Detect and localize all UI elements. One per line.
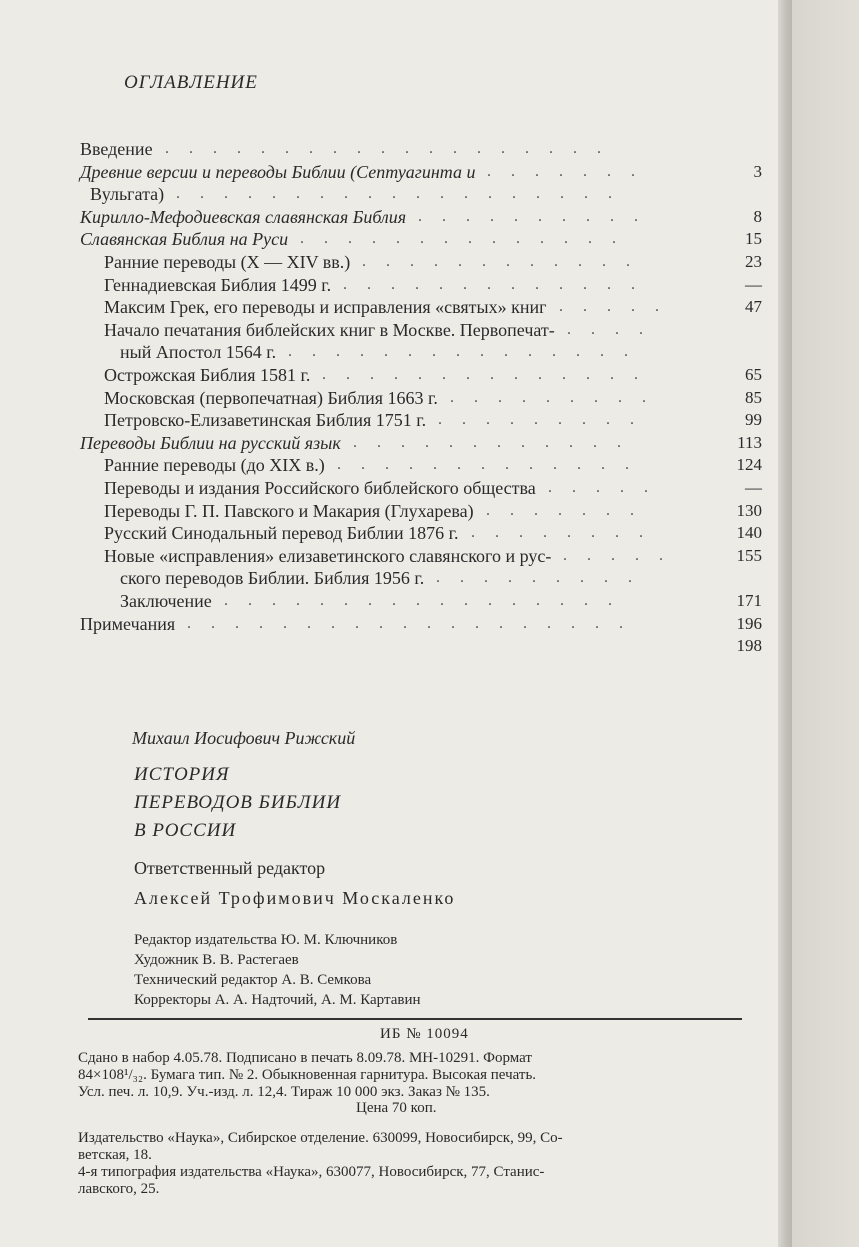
toc-row: [0, 161, 770, 185]
toc-page-number: 171: [736, 591, 762, 610]
ib-number: ИБ № 10094: [380, 1026, 469, 1042]
toc-leader-dots: ...................: [165, 140, 621, 157]
print-detail-line: Сдано в набор 4.05.78. Подписано в печать 8.09.78. МН-10291. Формат: [78, 1050, 532, 1066]
toc-page-number: 85: [745, 387, 762, 407]
toc-page-number: 130: [736, 500, 762, 520]
toc-heading: ОГЛАВЛЕНИЕ: [124, 72, 258, 93]
toc-page-number: 99: [745, 410, 762, 430]
toc-row: [0, 432, 770, 456]
toc-entry-title: ный Апостол 1564 г.: [120, 342, 277, 363]
toc-entry-title: Петровско-Елизаветинская Библия 1751 г.: [104, 410, 427, 431]
toc-page-number: 8: [753, 206, 762, 226]
toc-row: [0, 319, 770, 343]
staff-line: Редактор издательства Ю. М. Ключников: [134, 932, 398, 948]
author-name: Михаил Иосифович Рижский: [132, 728, 356, 748]
toc-entry-title: Русский Синодальный перевод Библии 1876 г.: [104, 523, 459, 544]
book-title-line: В РОССИИ: [134, 820, 237, 841]
responsible-editor-name: Алексей Трофимович Москаленко: [134, 888, 456, 908]
toc-entry-title: Введение: [80, 139, 153, 159]
toc-page-number: 155: [736, 545, 762, 565]
toc-row: [0, 567, 770, 591]
toc-leader-dots: ............: [353, 433, 641, 451]
toc-entry-title: Заключение: [120, 591, 212, 611]
print-detail-line: Усл. печ. л. 10,9. Уч.-изд. л. 12,4. Тираж 10 000 экз. Заказ № 135.: [78, 1084, 490, 1100]
toc-leader-dots: ..............: [300, 230, 636, 248]
toc-leader-dots: .........: [438, 411, 654, 429]
toc-entry-title: Славянская Библия на Руси: [80, 229, 289, 250]
toc-page-number: 3: [753, 161, 762, 181]
toc-row: [0, 409, 770, 433]
toc-row: [0, 387, 770, 411]
toc-entry-title: Переводы Библии на русский язык: [80, 432, 341, 453]
toc-entry-title: Кирилло-Мефодиевская славянская Библия: [80, 206, 407, 227]
toc-row: [0, 545, 770, 569]
publisher-line: 4-я типография издательства «Наука», 630077, Новосибирск, 77, Станис-: [78, 1164, 545, 1180]
toc-row: [0, 590, 770, 614]
toc-entry-title: Вульгата): [90, 184, 165, 205]
toc-row: [0, 341, 770, 365]
toc-row: [0, 635, 770, 659]
toc-entry-title: Переводы и издания Российского библейского общества: [104, 478, 536, 498]
toc-page-number: 196: [736, 613, 762, 633]
toc-leader-dots: .......: [487, 162, 655, 180]
toc-leader-dots: .............: [337, 456, 649, 474]
toc-entry-title: ского переводов Библии. Библия 1956 г.: [120, 568, 425, 589]
book-title-line: ПЕРЕВОДОВ БИБЛИИ: [134, 792, 342, 813]
toc-page-number: 23: [745, 252, 762, 271]
toc-entry-title: Максим Грек, его переводы и исправления «святых» книг: [104, 297, 547, 318]
toc-entry-title: Ранние переводы (до XIX в.): [104, 455, 325, 476]
toc-row: [0, 364, 770, 388]
toc-row: [0, 183, 770, 207]
toc-leader-dots: ...................: [176, 185, 632, 203]
toc-leader-dots: .........: [436, 569, 652, 587]
toc-page-number: —: [745, 274, 762, 294]
price-line: Цена 70 коп.: [356, 1100, 437, 1116]
publisher-line: Издательство «Наука», Сибирское отделение. 630099, Новосибирск, 99, Со-: [78, 1130, 563, 1146]
toc-row: [0, 296, 770, 320]
toc-page-number: 198: [736, 636, 762, 656]
toc-row: [0, 500, 770, 524]
toc-row: [0, 477, 770, 501]
toc-leader-dots: ....: [567, 320, 663, 338]
toc-page-number: —: [745, 478, 762, 497]
toc-leader-dots: .............: [343, 275, 655, 293]
toc-page-number: 113: [737, 432, 762, 452]
responsible-editor-label: Ответственный редактор: [134, 858, 326, 878]
publisher-line: ветская, 18.: [78, 1147, 152, 1163]
staff-line: Технический редактор А. В. Семкова: [134, 972, 372, 988]
toc-leader-dots: ...............: [288, 343, 648, 361]
toc-leader-dots: .....: [563, 546, 683, 564]
toc-row: [0, 454, 770, 478]
toc-row: [0, 251, 770, 275]
page-edge: [778, 0, 792, 1247]
toc-leader-dots: ........: [471, 524, 663, 542]
toc-leader-dots: ..........: [418, 207, 658, 225]
toc-entry-title: Новые «исправления» елизаветинского славянского и рус-: [104, 545, 552, 566]
staff-line: Корректоры А. А. Надточий, А. М. Картавин: [134, 992, 421, 1008]
toc-leader-dots: .........: [450, 388, 666, 406]
toc-row: [0, 228, 770, 252]
book-title-line: ИСТОРИЯ: [134, 764, 230, 785]
toc-page-number: 15: [745, 229, 762, 249]
toc-page-number: 140: [736, 523, 762, 543]
toc-leader-dots: ..............: [322, 366, 658, 383]
toc-page-number: 47: [745, 297, 762, 317]
toc-entry-title: Московская (первопечатная) Библия 1663 г.: [104, 387, 438, 408]
staff-line: Художник В. В. Растегаев: [134, 952, 299, 968]
toc-leader-dots: .................: [224, 592, 632, 609]
divider-rule: [88, 1018, 742, 1020]
toc-entry-title: Острожская Библия 1581 г.: [104, 365, 311, 385]
toc-entry-title: Ранние переводы (X — XIV вв.): [104, 252, 351, 272]
toc-row: [0, 274, 770, 298]
toc-entry-title: Начало печатания библейских книг в Москве. Первопечат-: [104, 319, 555, 340]
toc-leader-dots: ...................: [187, 614, 643, 632]
toc-leader-dots: .....: [548, 479, 668, 496]
toc-page-number: 65: [745, 365, 762, 384]
toc-entry-title: Переводы Г. П. Павского и Макария (Глухарева): [104, 500, 474, 521]
toc-row: [0, 138, 770, 162]
toc-entry-title: Примечания: [80, 613, 176, 634]
facing-page-edge: [792, 0, 859, 1247]
toc-row: [0, 522, 770, 546]
publisher-line: лавского, 25.: [78, 1181, 160, 1197]
toc-leader-dots: ............: [362, 253, 650, 270]
toc-entry-title: Геннадиевская Библия 1499 г.: [104, 274, 332, 295]
toc-leader-dots: .......: [486, 501, 654, 519]
toc-entry-title: Древние версии и переводы Библии (Септуагинта и: [80, 161, 476, 182]
toc-leader-dots: .....: [559, 298, 679, 316]
print-detail-line: 84×108¹/₃₂. Бумага тип. № 2. Обыкновенная гарнитура. Высокая печать.: [78, 1067, 537, 1083]
toc-row: [0, 206, 770, 230]
toc-page-number: 124: [736, 455, 762, 475]
toc-row: [0, 613, 770, 637]
